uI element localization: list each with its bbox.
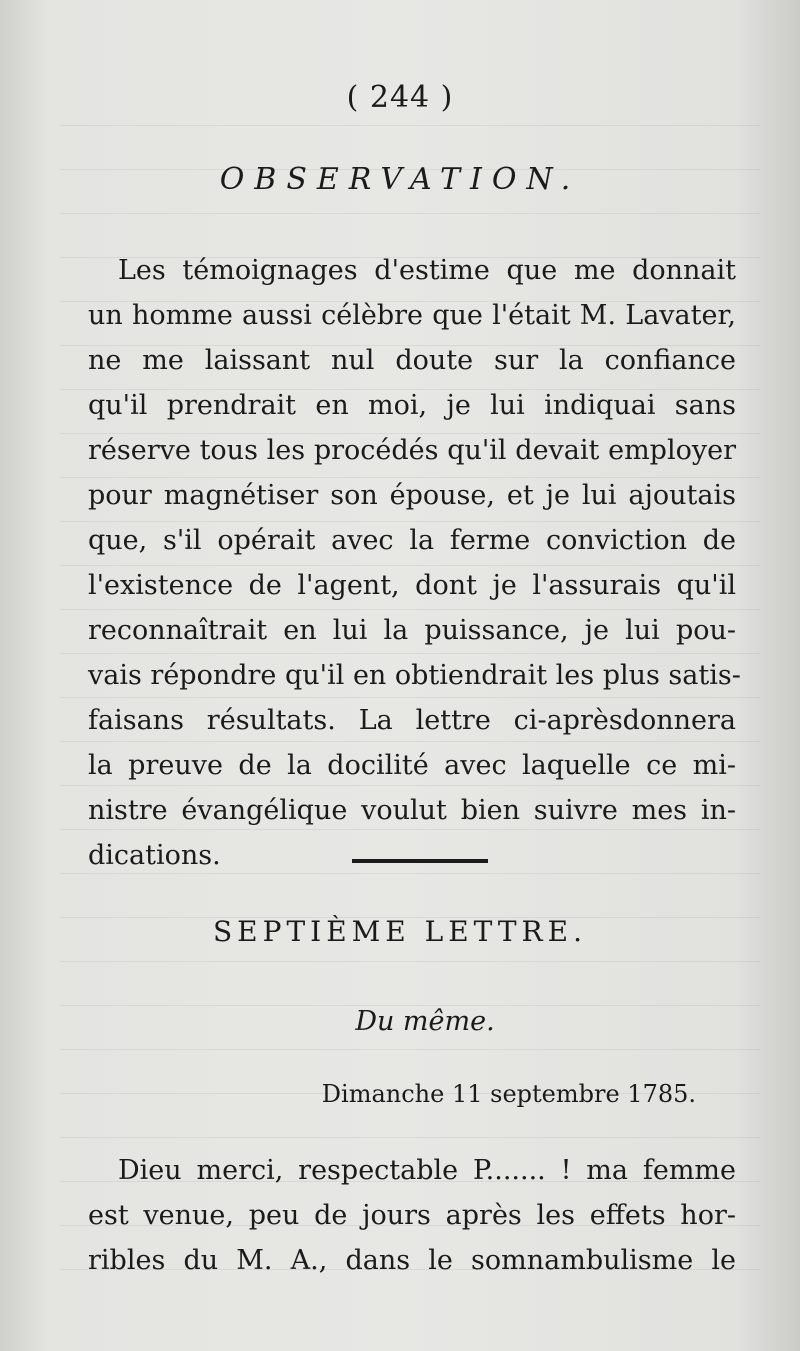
text-line: faisans résultats. La lettre ci-aprèsdonnera — [88, 705, 736, 736]
text-line: est venue, peu de jours après les effets hor- — [88, 1200, 736, 1231]
letter-dateline: Dimanche 11 septembre 1785. — [321, 1080, 696, 1108]
text-line: dications. — [88, 840, 221, 871]
text-line: réserve tous les procédés qu'il devait employer — [88, 435, 736, 466]
text-line: ne me laissant nul doute sur la confiance — [88, 345, 736, 376]
text-line: qu'il prendrait en moi, je lui indiquai sans — [88, 390, 736, 421]
letter-paragraph — [88, 1148, 736, 1283]
text-line: Dieu merci, respectable P....... ! ma femme — [118, 1155, 736, 1186]
observation-heading: OBSERVATION. — [219, 162, 581, 197]
letter-subtitle: Du même. — [355, 1006, 495, 1037]
page-number: ( 244 ) — [346, 80, 454, 115]
letter-title: SEPTIÈME LETTRE. — [213, 915, 587, 948]
text-line: ribles du M. A., dans le somnambulisme le — [88, 1245, 736, 1276]
text-line: reconnaîtrait en lui la puissance, je lui pou- — [88, 615, 736, 646]
text-line: l'existence de l'agent, dont je l'assurais qu'il — [88, 570, 736, 601]
text-line: nistre évangélique voulut bien suivre mes in- — [88, 795, 736, 826]
text-line: Les témoignages d'estime que me donnait — [118, 255, 736, 286]
observation-paragraph — [88, 248, 741, 878]
text-line: un homme aussi célèbre que l'était M. Lavater, — [88, 300, 736, 331]
section-divider — [352, 859, 488, 863]
text-line: pour magnétiser son épouse, et je lui ajoutais — [88, 480, 736, 511]
text-line: que, s'il opérait avec la ferme conviction de — [88, 525, 736, 556]
text-line: la preuve de la docilité avec laquelle ce mi- — [88, 750, 736, 781]
text-line: vais répondre qu'il en obtiendrait les plus satis- — [88, 660, 741, 691]
